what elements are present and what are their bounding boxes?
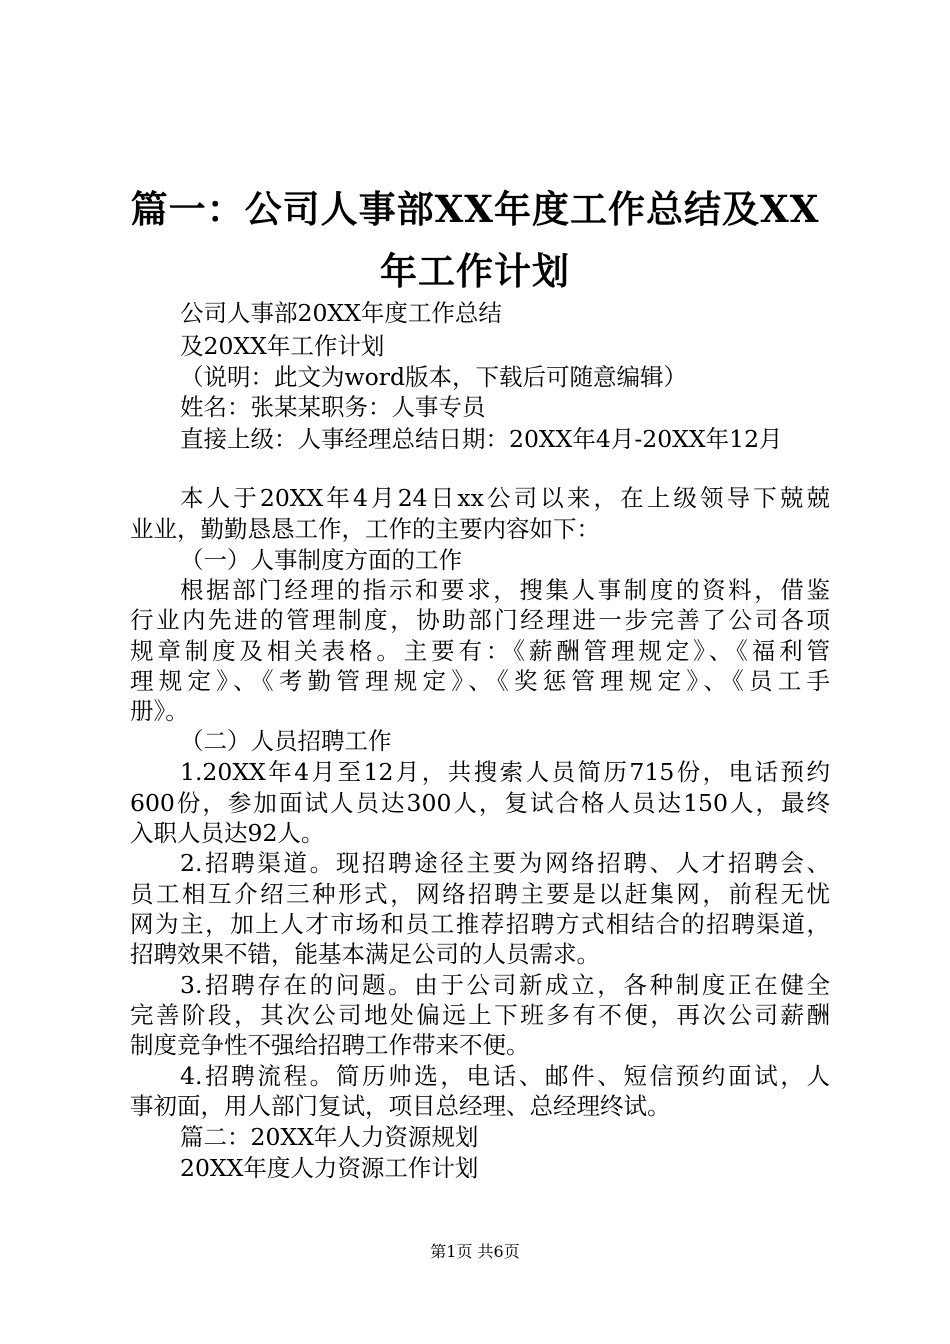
body-line: 事初面，用人部门复试，项目总经理、总经理终试。 bbox=[130, 1092, 671, 1120]
section-heading: （二）人员招聘工作 bbox=[180, 727, 392, 755]
body-line: 直接上级：人事经理总结日期：20XX年4月-20XX年12月 bbox=[180, 425, 783, 453]
document-title: 篇一：公司人事部XX年度工作总结及XX年工作计划 bbox=[130, 187, 820, 293]
body-line: 4.招聘流程。简历帅选，电话、邮件、短信预约面试，人 bbox=[180, 1062, 830, 1090]
body-line: 员工相互介绍三种形式，网络招聘主要是以赶集网，前程无忧 bbox=[130, 880, 830, 908]
body-line: 3.招聘存在的问题。由于公司新成立，各种制度正在健全 bbox=[180, 971, 830, 999]
body-line: 理规定》、《考勤管理规定》、《奖惩管理规定》、《员工手 bbox=[130, 667, 830, 695]
body-line: 篇二：20XX年人力资源规划 bbox=[180, 1123, 479, 1151]
body-line: 入职人员达92人。 bbox=[130, 819, 325, 847]
body-line: 及20XX年工作计划 bbox=[180, 332, 385, 360]
section-heading: （一）人事制度方面的工作 bbox=[180, 546, 462, 574]
body-line: 业业，勤勤恳恳工作，工作的主要内容如下： bbox=[130, 515, 600, 543]
body-line: 1.20XX年4月至12月，共搜索人员简历715份，电话预约 bbox=[180, 758, 830, 786]
body-line: 招聘效果不错，能基本满足公司的人员需求。 bbox=[130, 940, 600, 968]
page-footer: 第1页 共6页 bbox=[430, 1242, 520, 1261]
body-line: 2.招聘渠道。现招聘途径主要为网络招聘、人才招聘会、 bbox=[180, 849, 830, 877]
body-line: 本人于20XX年4月24日xx公司以来，在上级领导下兢兢 bbox=[180, 484, 830, 512]
body-line: 20XX年度人力资源工作计划 bbox=[180, 1154, 479, 1182]
body-line: 制度竞争性不强给招聘工作带来不便。 bbox=[130, 1031, 530, 1059]
body-line: 姓名：张某某职务：人事专员 bbox=[180, 393, 486, 421]
body-line: 册》。 bbox=[130, 697, 189, 725]
body-line: 完善阶段，其次公司地处偏远上下班多有不便，再次公司薪酬 bbox=[130, 1001, 830, 1029]
body-line: （说明：此文为word版本，下载后可随意编辑） bbox=[180, 363, 688, 391]
body-line: 规章制度及相关表格。主要有：《薪酬管理规定》、《福利管 bbox=[130, 637, 830, 665]
body-line: 公司人事部20XX年度工作总结 bbox=[180, 299, 502, 327]
body-line: 600份，参加面试人员达300人，复试合格人员达150人，最终 bbox=[130, 789, 830, 817]
body-line: 行业内先进的管理制度，协助部门经理进一步完善了公司各项 bbox=[130, 606, 830, 634]
body-line: 网为主，加上人才市场和员工推荐招聘方式相结合的招聘渠道， bbox=[130, 910, 830, 938]
body-line: 根据部门经理的指示和要求，搜集人事制度的资料，借鉴 bbox=[180, 576, 830, 604]
